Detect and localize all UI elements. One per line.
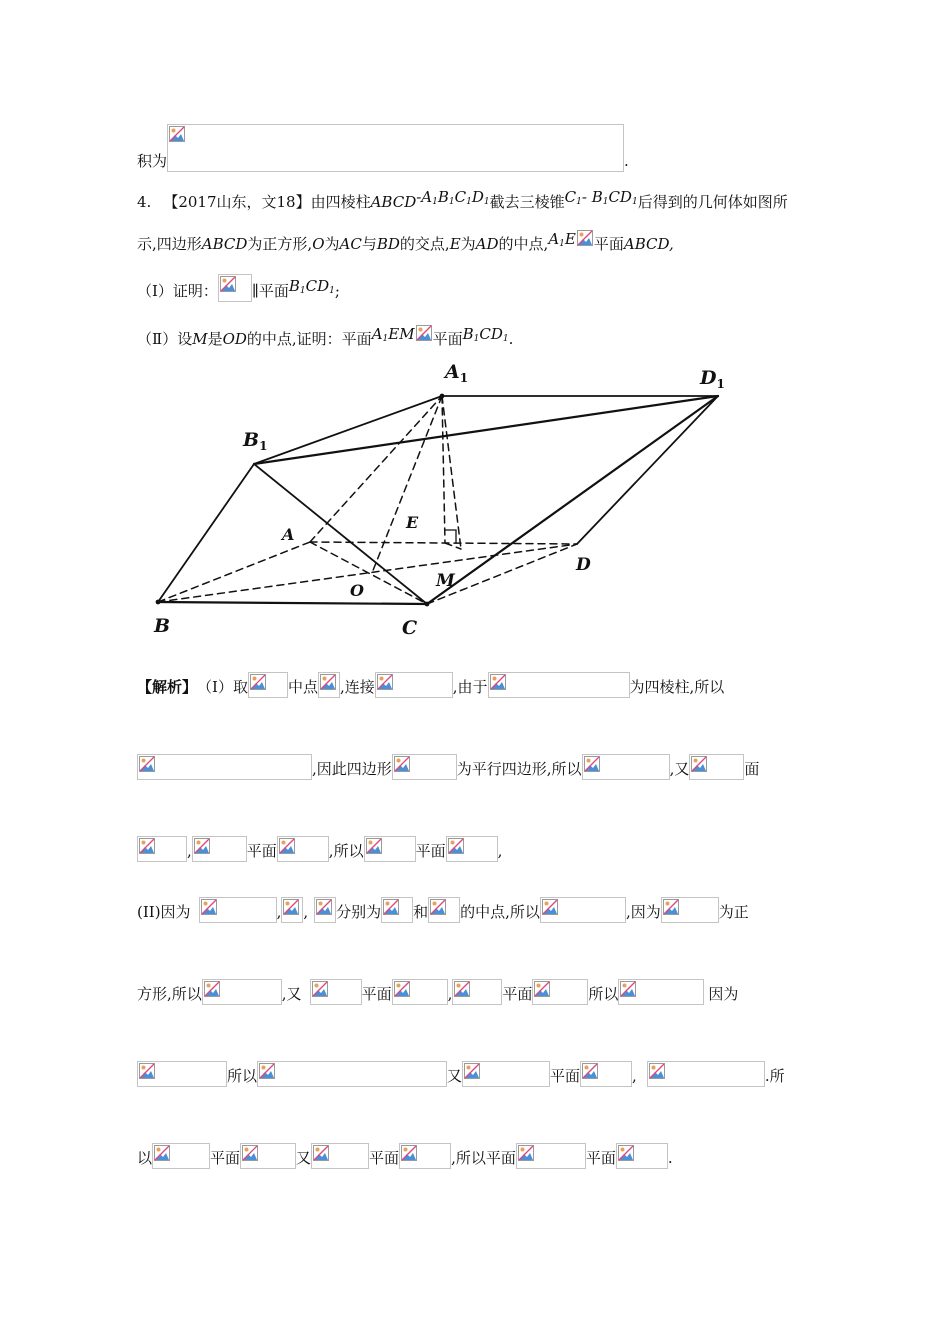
edge-AA1	[310, 396, 442, 542]
text: ∥平面	[251, 282, 289, 300]
broken-image-icon	[277, 836, 329, 862]
broken-image-icon	[576, 229, 594, 255]
text: （Ⅰ）证明：	[137, 282, 218, 300]
text: ,	[276, 903, 282, 921]
broken-image-icon	[452, 979, 502, 1005]
text: 为	[460, 235, 476, 253]
broken-image-icon	[392, 979, 448, 1005]
text: .	[667, 1149, 673, 1167]
solution-line-6	[137, 1057, 785, 1087]
broken-image-icon	[392, 754, 457, 780]
text: 示,四边形	[137, 235, 202, 253]
broken-image-icon	[218, 274, 252, 302]
text: 与	[361, 235, 377, 253]
solution-line-2	[137, 750, 759, 780]
right-angle-mark	[445, 530, 456, 543]
broken-image-icon	[428, 897, 460, 923]
text: 又	[296, 1149, 312, 1167]
text: ,	[303, 903, 309, 921]
text: 为四棱柱,所以	[629, 678, 725, 696]
solution-line-5	[137, 975, 738, 1005]
problem-line-2	[137, 225, 674, 255]
problem-number: 4.	[137, 193, 152, 211]
broken-image-icon	[516, 1143, 586, 1169]
broken-image-icon	[364, 836, 416, 862]
problem-line-1	[137, 183, 788, 213]
broken-image-icon	[137, 836, 187, 862]
text: （I）取	[197, 678, 248, 696]
var: $B_1CD_1$	[288, 277, 335, 296]
text: ,又	[281, 985, 302, 1003]
text: 截去三棱锥	[489, 193, 565, 211]
var: ABCD	[370, 193, 417, 211]
var: $C_1-$ $B_1CD_1$	[564, 188, 638, 207]
solution-label: 【解析】	[137, 678, 198, 696]
solution-line-3	[137, 832, 502, 862]
text: ,	[187, 842, 192, 860]
label-M: M	[436, 571, 455, 591]
text: 以	[137, 1149, 153, 1167]
edge-A1M	[442, 396, 461, 549]
text: 为平行四边形,所以	[456, 760, 582, 778]
broken-image-icon	[540, 897, 626, 923]
broken-image-icon	[152, 1143, 210, 1169]
text: 所以	[588, 985, 619, 1003]
text: （Ⅱ）设	[137, 330, 193, 348]
label-C: C	[402, 617, 418, 639]
var: M	[192, 330, 208, 348]
text: 平面	[432, 330, 463, 348]
broken-image-icon	[415, 324, 433, 350]
text: .所	[764, 1067, 785, 1085]
broken-image-icon	[532, 979, 588, 1005]
text: ,因此四边形	[312, 760, 392, 778]
text: 又	[447, 1067, 463, 1085]
solution-line-1	[137, 668, 724, 698]
broken-image-icon	[281, 897, 303, 923]
geometry-figure	[140, 352, 740, 642]
broken-image-icon	[375, 672, 453, 698]
text: 的中点,	[498, 235, 549, 253]
edge-BB1	[158, 464, 254, 602]
edge-BA	[158, 542, 310, 602]
edge-B1D1	[254, 396, 718, 464]
text: 平面	[585, 1149, 616, 1167]
text: 因为	[708, 985, 739, 1003]
broken-image-icon	[647, 1061, 765, 1087]
text: 平面	[550, 1067, 581, 1085]
label-D1: $D_1$	[700, 367, 725, 391]
broken-image-icon	[310, 979, 362, 1005]
var: ABCD,	[623, 235, 674, 253]
var: O	[312, 235, 325, 253]
text: ,又	[669, 760, 690, 778]
text: ,由于	[452, 678, 488, 696]
question-1: （Ⅰ）证明： ∥平面$B_1CD_1$;	[137, 272, 340, 302]
text: 是	[207, 330, 223, 348]
point-C	[425, 602, 430, 607]
text: 分别为	[336, 903, 382, 921]
text: ,	[632, 1067, 637, 1085]
solution-line-7	[137, 1139, 673, 1169]
broken-image-icon	[689, 754, 744, 780]
text: ,所以平面	[451, 1149, 516, 1167]
broken-image-icon	[199, 897, 277, 923]
text: 中点	[287, 678, 318, 696]
text: 的中点,证明：平面	[246, 330, 372, 348]
broken-image-icon	[462, 1061, 550, 1087]
label-A: A	[282, 525, 295, 544]
text: 所以	[227, 1067, 258, 1085]
edge-AD	[310, 542, 577, 544]
text: 平面	[246, 842, 277, 860]
broken-image-icon	[661, 897, 719, 923]
label-D: D	[576, 555, 591, 575]
var: $A_1E$	[548, 230, 576, 249]
text: 积为	[137, 152, 168, 170]
broken-image-icon	[318, 672, 340, 698]
broken-image-icon	[314, 897, 336, 923]
text: 平面	[369, 1149, 400, 1167]
var: $B_1CD_1$	[462, 325, 509, 344]
edge-B1C	[254, 464, 427, 604]
broken-image-icon	[137, 754, 312, 780]
broken-image-icon	[248, 672, 288, 698]
text: ,因为	[625, 903, 661, 921]
label-B1: $B_1$	[243, 429, 268, 453]
point-A1	[440, 394, 445, 399]
var: E	[449, 235, 461, 253]
text: 的交点,	[399, 235, 450, 253]
edge-EM	[445, 543, 461, 549]
answer-line	[137, 124, 629, 170]
broken-image-icon	[311, 1143, 369, 1169]
text: ,	[447, 985, 453, 1003]
broken-image-icon	[167, 124, 624, 172]
var: AD	[475, 235, 499, 253]
edge-B1A1	[254, 396, 442, 464]
var: $A_1EM$	[371, 325, 415, 344]
var: $-A_1B_1C_1D_1$	[416, 188, 490, 207]
broken-image-icon	[616, 1143, 668, 1169]
solution-line-4	[137, 893, 749, 923]
text: 面	[744, 760, 760, 778]
broken-image-icon	[618, 979, 704, 1005]
problem-source: 【2017山东，文18】	[163, 193, 311, 211]
var: AC	[339, 235, 362, 253]
point-B	[156, 600, 161, 605]
text: 方形,所以	[137, 985, 202, 1003]
question-2: （Ⅱ）设M是OD的中点,证明：平面$A_1EM$ 平面$B_1CD_1$.	[137, 325, 514, 348]
broken-image-icon	[257, 1061, 447, 1087]
text: ,连接	[339, 678, 375, 696]
broken-image-icon	[446, 836, 498, 862]
text: ,所以	[328, 842, 364, 860]
label-E: E	[406, 513, 419, 532]
text: 的中点,所以	[460, 903, 540, 921]
text: 平面	[502, 985, 533, 1003]
edge-DD1	[577, 396, 718, 544]
text: 平面	[593, 235, 624, 253]
broken-image-icon	[240, 1143, 296, 1169]
broken-image-icon	[488, 672, 630, 698]
label-B: B	[154, 615, 171, 637]
edge-A1O	[372, 396, 442, 573]
var: BD	[376, 235, 400, 253]
text: 由四棱柱	[310, 193, 371, 211]
edge-AC	[310, 542, 427, 604]
broken-image-icon	[580, 1061, 632, 1087]
text: 平面	[361, 985, 392, 1003]
var: OD	[222, 330, 247, 348]
text: 为正方形,	[247, 235, 313, 253]
text: 平面	[415, 842, 446, 860]
text: (II)因为	[137, 903, 191, 921]
text: 和	[413, 903, 429, 921]
broken-image-icon	[192, 836, 247, 862]
text: 平面	[210, 1149, 241, 1167]
text: 为正	[718, 903, 749, 921]
broken-image-icon	[137, 1061, 227, 1087]
var: ABCD	[201, 235, 248, 253]
broken-image-icon	[381, 897, 413, 923]
broken-image-icon	[202, 979, 282, 1005]
text: ,	[497, 842, 503, 860]
label-A1: $A_1$	[445, 361, 469, 385]
edge-A1E	[442, 396, 445, 543]
broken-image-icon	[399, 1143, 451, 1169]
text: 为	[324, 235, 340, 253]
label-O: O	[350, 581, 364, 600]
edge-CD1	[427, 396, 718, 604]
broken-image-icon	[582, 754, 670, 780]
edge-BC	[158, 602, 427, 604]
text: .	[624, 152, 629, 170]
text: 后得到的几何体如图所	[637, 193, 788, 211]
